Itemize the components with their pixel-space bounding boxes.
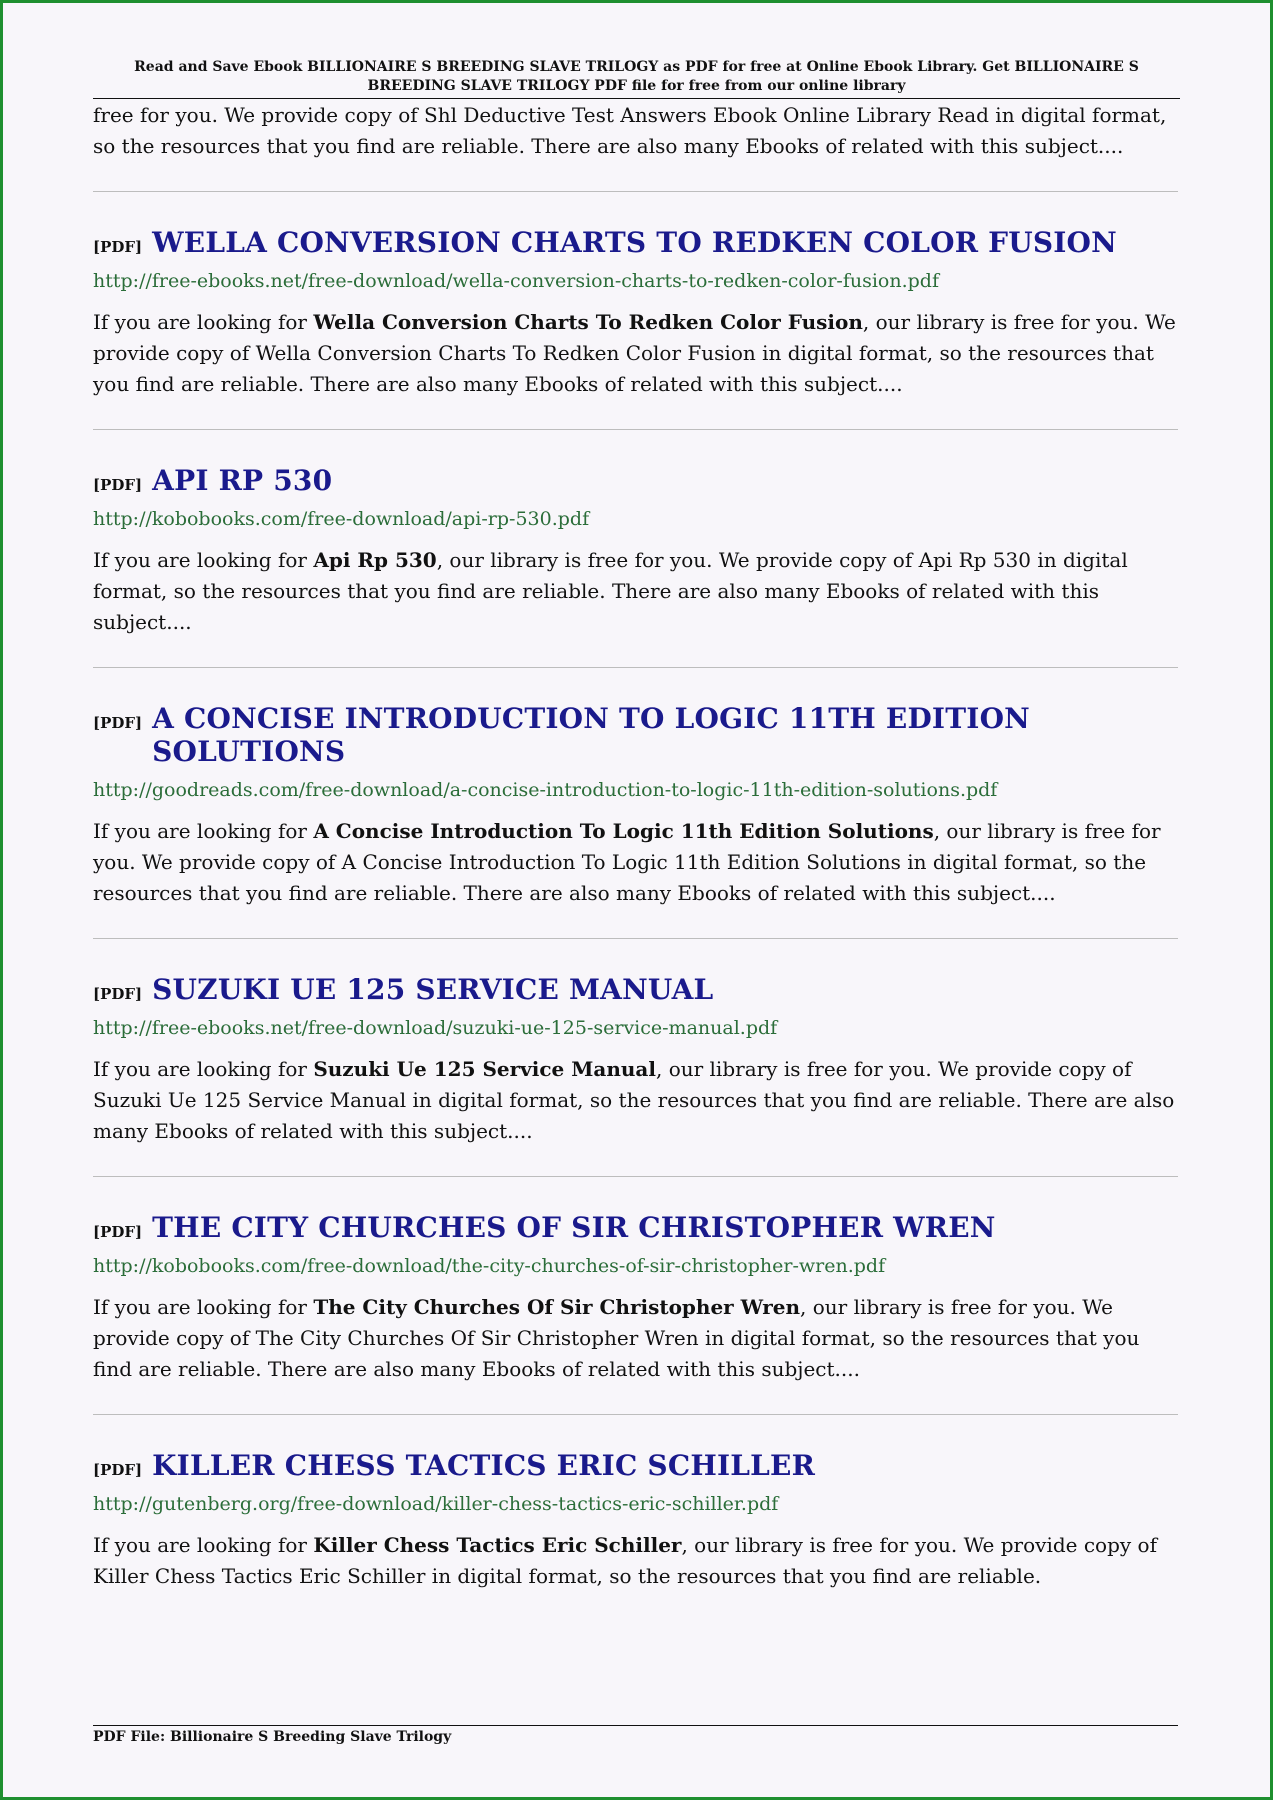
desc-bold-title: A Concise Introduction To Logic 11th Edition Solutions: [313, 819, 934, 843]
entry-url-link[interactable]: http://free-ebooks.net/free-download/wella-conversion-charts-to-redken-color-fusion.pdf: [93, 270, 940, 292]
desc-bold-title: The City Churches Of Sir Christopher Wren: [313, 1295, 801, 1319]
content: [93, 100, 1178, 1592]
desc-prefix: If you are looking for: [93, 548, 314, 572]
entry-4: [93, 939, 1178, 1177]
entry-title-row: [93, 1449, 1178, 1482]
desc-prefix: If you are looking for: [93, 1533, 314, 1557]
entry-url-link[interactable]: http://goodreads.com/free-download/a-concise-introduction-to-logic-11th-edition-solutions.pdf: [93, 779, 998, 801]
entry-title-row: [93, 464, 1178, 497]
entry-1: [93, 192, 1178, 430]
entry-title-link[interactable]: SUZUKI UE 125 SERVICE MANUAL: [152, 973, 714, 1006]
desc-prefix: If you are looking for: [93, 819, 314, 843]
desc-suffix: , our library is free for you. We provide copy of Wella Conversion Charts To Redken Color Fusion in digital format, so the resources that you find are reliable. There are also many Ebooks of related with this subject....: [93, 310, 1176, 396]
pdf-tag: [PDF]: [93, 238, 143, 256]
pdf-tag: [PDF]: [93, 476, 143, 494]
entry-description: [93, 816, 1178, 909]
entry-url-link[interactable]: http://gutenberg.org/free-download/killer-chess-tactics-eric-schiller.pdf: [93, 1493, 779, 1515]
desc-bold-title: Wella Conversion Charts To Redken Color Fusion: [313, 310, 863, 334]
desc-suffix: , our library is free for you. We provide copy of Suzuki Ue 125 Service Manual in digital format, so the resources that you find are reliable. There are also many Ebooks of related with this subject....: [93, 1057, 1175, 1143]
entry-title-row: [93, 1211, 1178, 1244]
entry-5: [93, 1177, 1178, 1415]
entry-title-row: [93, 973, 1178, 1006]
entry-title-link[interactable]: THE CITY CHURCHES OF SIR CHRISTOPHER WREN: [152, 1211, 996, 1244]
desc-prefix: If you are looking for: [93, 1057, 314, 1081]
desc-bold-title: Api Rp 530: [313, 548, 437, 572]
entry-title-link[interactable]: KILLER CHESS TACTICS ERIC SCHILLER: [152, 1449, 816, 1482]
desc-prefix: If you are looking for: [93, 310, 314, 334]
pdf-tag: [PDF]: [93, 714, 143, 732]
entry-description: [93, 307, 1178, 400]
pdf-tag: [PDF]: [93, 985, 143, 1003]
entry-description: [93, 1530, 1178, 1592]
entry-title-row: [93, 226, 1178, 259]
pdf-tag: [PDF]: [93, 1461, 143, 1479]
desc-suffix: , our library is free for you. We provide copy of The City Churches Of Sir Christopher Wren in digital format, so the resources that you find are reliable. There are also many Ebooks of related with this subject....: [93, 1295, 1140, 1381]
entry-description: [93, 545, 1178, 638]
page-header: Read and Save Ebook BILLIONAIRE S BREEDING SLAVE TRILOGY as PDF for free at Online Ebook Library. Get BILLIONAIRE S BREEDING SLAVE TRILOGY PDF file for free from our online library: [93, 58, 1180, 99]
pdf-tag: [PDF]: [93, 1223, 143, 1241]
desc-suffix: , our library is free for you. We provide copy of Api Rp 530 in digital format, so the resources that you find are reliable. There are also many Ebooks of related with this subject....: [93, 548, 1128, 634]
entry-url-link[interactable]: http://kobobooks.com/free-download/api-rp-530.pdf: [93, 508, 590, 530]
entry-3: [93, 668, 1178, 939]
entry-description: [93, 1054, 1178, 1147]
entry-url-link[interactable]: http://free-ebooks.net/free-download/suzuki-ue-125-service-manual.pdf: [93, 1017, 778, 1039]
footer-rule: [93, 1725, 1178, 1726]
intro-text: free for you. We provide copy of Shl Deductive Test Answers Ebook Online Library Read in digital format, so the resources that you find are reliable. There are also many Ebooks of related with this subject....: [93, 103, 1167, 158]
entry-title-row: [93, 702, 1178, 768]
desc-prefix: If you are looking for: [93, 1295, 314, 1319]
desc-bold-title: Killer Chess Tactics Eric Schiller: [313, 1533, 682, 1557]
desc-suffix: , our library is free for you. We provide copy of Killer Chess Tactics Eric Schiller in digital format, so the resources that you find are reliable.: [93, 1533, 1157, 1588]
desc-bold-title: Suzuki Ue 125 Service Manual: [313, 1057, 656, 1081]
entry-2: [93, 430, 1178, 668]
entry-6: [93, 1415, 1178, 1592]
entry-url-link[interactable]: http://kobobooks.com/free-download/the-city-churches-of-sir-christopher-wren.pdf: [93, 1255, 886, 1277]
entry-description: [93, 1292, 1178, 1385]
entry-title-link[interactable]: WELLA CONVERSION CHARTS TO REDKEN COLOR FUSION: [152, 226, 1117, 259]
page-footer: PDF File: Billionaire S Breeding Slave Trilogy: [93, 1729, 452, 1745]
entry-title-link[interactable]: API RP 530: [152, 464, 333, 497]
entry-title-link[interactable]: A CONCISE INTRODUCTION TO LOGIC 11TH EDITION SOLUTIONS: [152, 702, 1030, 768]
desc-suffix: , our library is free for you. We provide copy of A Concise Introduction To Logic 11th Edition Solutions in digital format, so the resources that you find are reliable. There are also many Ebooks of related with this subject....: [93, 819, 1161, 905]
